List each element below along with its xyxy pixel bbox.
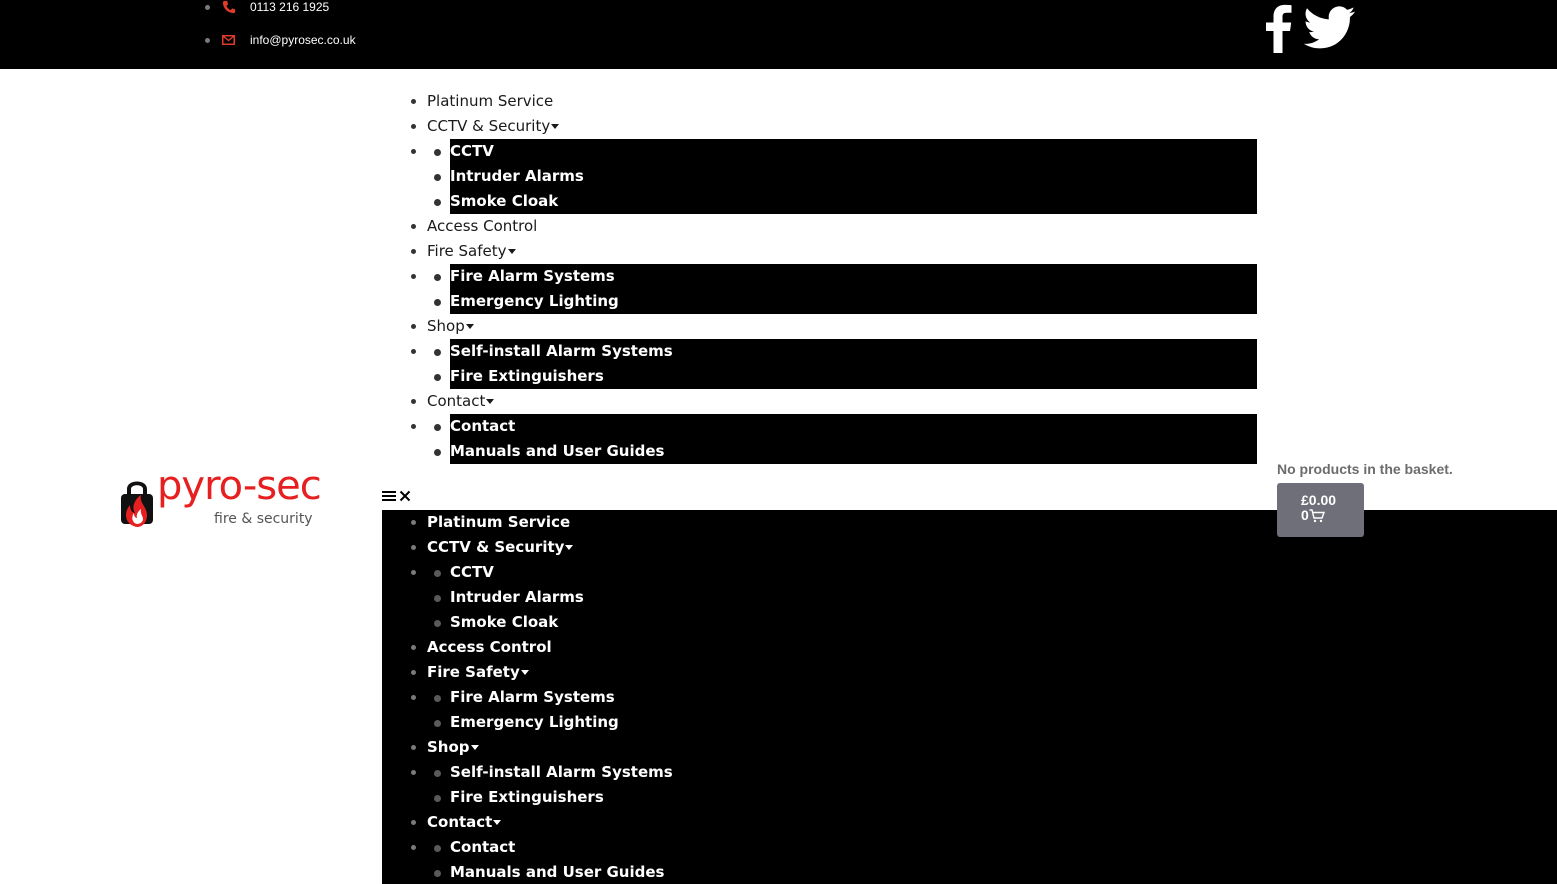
- submenu-label: Fire Extinguishers: [450, 788, 604, 806]
- main-navigation: [382, 89, 1257, 464]
- nav-label: Contact: [427, 813, 493, 831]
- contact-list: [205, 0, 356, 52]
- nav-label: Access Control: [427, 638, 552, 656]
- cart-count-row: [1301, 508, 1364, 523]
- cart-button[interactable]: [1277, 483, 1364, 537]
- nav-item-cctv-security[interactable]: [382, 114, 1257, 139]
- caret-down-icon: [493, 820, 501, 825]
- submenu-label: Smoke Cloak: [450, 613, 559, 631]
- submenu-fire-safety: [382, 264, 1257, 314]
- submenu-item-smoke-cloak[interactable]: [382, 189, 1257, 214]
- cart-total: £0.00: [1301, 492, 1337, 508]
- submenu-wrapper: [382, 560, 1557, 635]
- submenu-label: Fire Alarm Systems: [450, 688, 615, 706]
- submenu-shop: [382, 339, 1257, 389]
- mobile-nav-item-shop[interactable]: [382, 735, 1557, 760]
- submenu-item-emergency-lighting[interactable]: [382, 289, 1257, 314]
- mobile-submenu-contact: [382, 835, 1557, 884]
- nav-label: Fire Safety: [427, 242, 507, 260]
- submenu-label: Fire Alarm Systems: [450, 267, 615, 285]
- submenu-label: Contact: [450, 417, 516, 435]
- caret-down-icon: [471, 745, 479, 750]
- submenu-label: Manuals and User Guides: [450, 863, 665, 881]
- nav-label: CCTV & Security: [427, 117, 551, 135]
- submenu-wrapper: [382, 835, 1557, 884]
- submenu-label: Self-install Alarm Systems: [450, 342, 673, 360]
- submenu-label: Intruder Alarms: [450, 588, 584, 606]
- submenu-item-self-install-alarm-systems[interactable]: [382, 339, 1257, 364]
- submenu-cctv-security: [382, 139, 1257, 214]
- envelope-icon: [222, 33, 250, 47]
- nav-item-contact[interactable]: [382, 389, 1257, 414]
- submenu-item-manuals[interactable]: [382, 439, 1257, 464]
- mobile-submenu-item-emergency-lighting[interactable]: [382, 710, 1557, 735]
- mobile-nav-item-cctv-security[interactable]: [382, 535, 1557, 560]
- mobile-nav-item-fire-safety[interactable]: [382, 660, 1557, 685]
- submenu-item-intruder-alarms[interactable]: [382, 164, 1257, 189]
- facebook-icon[interactable]: [1262, 3, 1294, 57]
- submenu-item-contact[interactable]: [382, 414, 1257, 439]
- mobile-submenu-item-self-install-alarm-systems[interactable]: [382, 760, 1557, 785]
- caret-down-icon: [565, 545, 573, 550]
- nav-label: Platinum Service: [427, 513, 571, 531]
- submenu-label: Intruder Alarms: [450, 167, 584, 185]
- mobile-nav-item-contact[interactable]: [382, 810, 1557, 835]
- twitter-icon[interactable]: [1304, 6, 1356, 54]
- mobile-menu: [382, 507, 1557, 884]
- nav-label: Platinum Service: [427, 92, 554, 110]
- flame-lock-icon: [117, 467, 157, 531]
- top-bar: [0, 0, 1557, 69]
- nav-label: Contact: [427, 392, 486, 410]
- mobile-submenu-item-cctv[interactable]: [382, 560, 1557, 585]
- mobile-submenu-item-intruder-alarms[interactable]: [382, 585, 1557, 610]
- menu-toggle[interactable]: [382, 490, 411, 502]
- submenu-label: CCTV: [450, 563, 494, 581]
- mobile-submenu-item-fire-extinguishers[interactable]: [382, 785, 1557, 810]
- logo-tagline: fire & security: [214, 511, 313, 527]
- submenu-contact: [382, 414, 1257, 464]
- contact-phone[interactable]: [205, 0, 356, 20]
- submenu-label: Fire Extinguishers: [450, 367, 604, 385]
- submenu-label: Self-install Alarm Systems: [450, 763, 673, 781]
- nav-item-access-control[interactable]: [382, 214, 1257, 239]
- mobile-submenu-item-manuals[interactable]: [382, 860, 1557, 884]
- submenu-wrapper: [382, 339, 1257, 389]
- caret-down-icon: [466, 324, 474, 329]
- mobile-submenu-fire-safety: [382, 685, 1557, 735]
- nav-label: Shop: [427, 317, 465, 335]
- cart-count: 0: [1301, 507, 1309, 523]
- cart-icon: [1309, 509, 1325, 523]
- nav-label: CCTV & Security: [427, 538, 565, 556]
- submenu-wrapper: [382, 414, 1257, 464]
- phone-number: 0113 216 1925: [250, 0, 330, 14]
- submenu-label: Emergency Lighting: [450, 292, 619, 310]
- close-icon[interactable]: [399, 490, 411, 502]
- email-address: info@pyrosec.co.uk: [250, 33, 356, 47]
- mobile-submenu-item-smoke-cloak[interactable]: [382, 610, 1557, 635]
- cart-empty-message: No products in the basket.: [1277, 461, 1453, 477]
- caret-down-icon: [486, 399, 494, 404]
- main-menu: [382, 89, 1257, 464]
- nav-item-fire-safety[interactable]: [382, 239, 1257, 264]
- mobile-submenu-item-contact[interactable]: [382, 835, 1557, 860]
- submenu-wrapper: [382, 685, 1557, 735]
- mobile-submenu-shop: [382, 760, 1557, 810]
- submenu-item-fire-alarm-systems[interactable]: [382, 264, 1257, 289]
- social-links: [1262, 3, 1356, 57]
- caret-down-icon: [521, 670, 529, 675]
- nav-label: Access Control: [427, 217, 538, 235]
- submenu-item-cctv[interactable]: [382, 139, 1257, 164]
- submenu-label: Smoke Cloak: [450, 192, 559, 210]
- submenu-wrapper: [382, 760, 1557, 810]
- submenu-label: CCTV: [450, 142, 494, 160]
- caret-down-icon: [551, 124, 559, 129]
- site-logo[interactable]: [117, 463, 367, 531]
- mobile-submenu-cctv-security: [382, 560, 1557, 635]
- submenu-wrapper: [382, 139, 1257, 214]
- logo-brand: pyro-sec: [157, 463, 321, 509]
- caret-down-icon: [508, 249, 516, 254]
- mobile-nav-item-access-control[interactable]: [382, 635, 1557, 660]
- mobile-submenu-item-fire-alarm-systems[interactable]: [382, 685, 1557, 710]
- nav-item-shop[interactable]: [382, 314, 1257, 339]
- phone-icon: [222, 0, 250, 14]
- nav-item-platinum-service[interactable]: [382, 89, 1257, 114]
- submenu-label: Contact: [450, 838, 516, 856]
- hamburger-icon[interactable]: [382, 490, 398, 502]
- submenu-wrapper: [382, 264, 1257, 314]
- submenu-label: Emergency Lighting: [450, 713, 619, 731]
- submenu-label: Manuals and User Guides: [450, 442, 665, 460]
- nav-label: Shop: [427, 738, 470, 756]
- nav-label: Fire Safety: [427, 663, 520, 681]
- submenu-item-fire-extinguishers[interactable]: [382, 364, 1257, 389]
- mobile-nav-item-platinum-service[interactable]: [382, 507, 1557, 535]
- contact-email[interactable]: [205, 27, 356, 53]
- mobile-navigation: [382, 507, 1557, 884]
